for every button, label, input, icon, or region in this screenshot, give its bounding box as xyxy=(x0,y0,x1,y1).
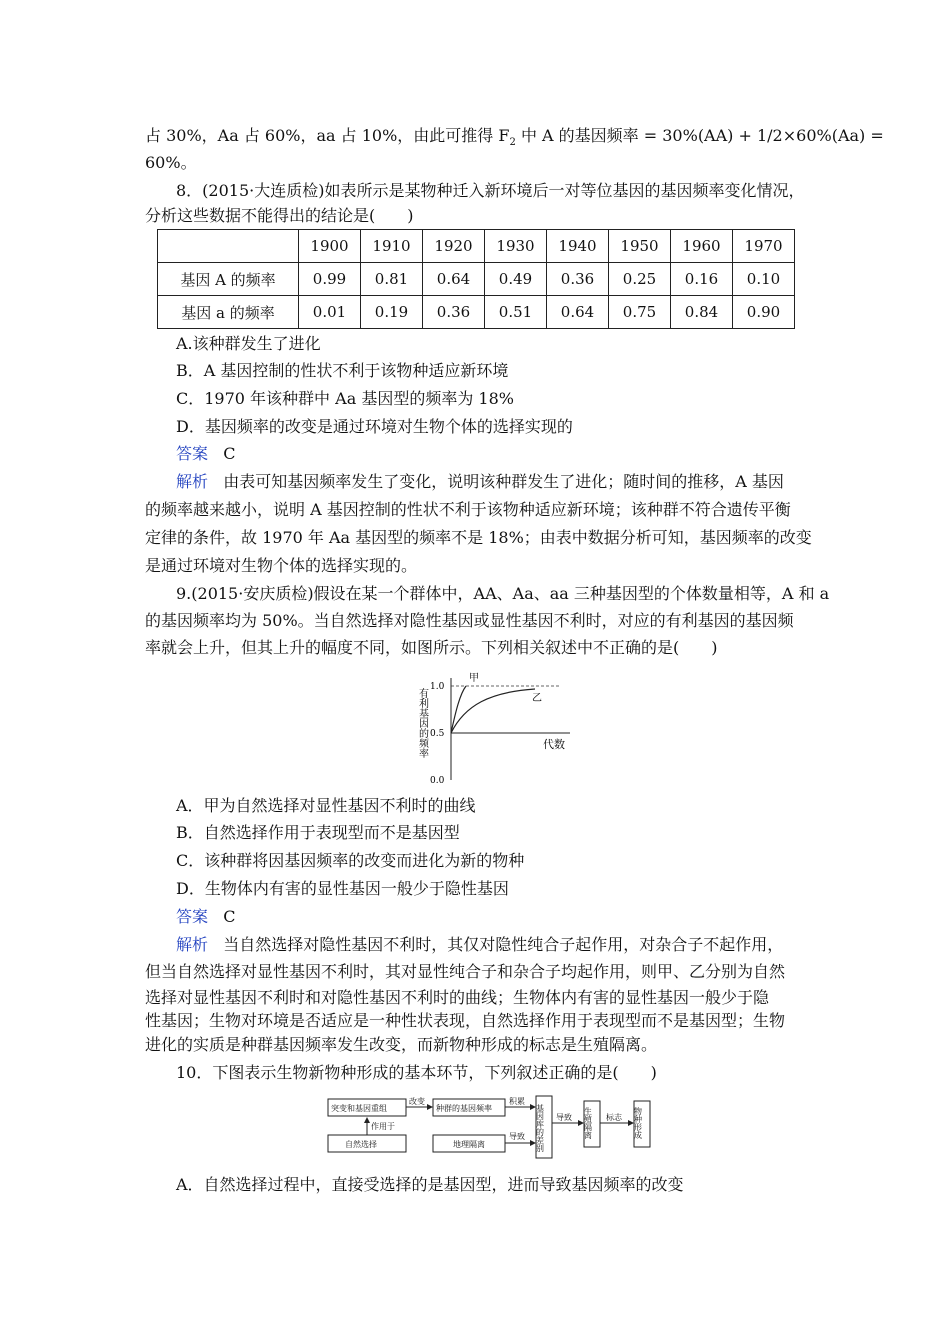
value-cell: 0.99 xyxy=(299,263,361,296)
value-cell: 0.51 xyxy=(485,296,547,329)
q8-analysis-line-1: 解析 由表可知基因频率发生了变化，说明该种群发生了进化；随时间的推移，A 基因 xyxy=(176,472,784,491)
q9-analysis-line-2: 但当自然选择对显性基因不利时，其对显性纯合子和杂合子均起作用，则甲、乙分别为自然 xyxy=(145,962,786,981)
tick-label-1: 1.0 xyxy=(430,682,445,692)
lead-to-label-2: 导致 xyxy=(556,1113,572,1122)
tick-label-0: 0.0 xyxy=(430,776,445,786)
value-cell: 0.64 xyxy=(547,296,609,329)
year-cell: 1930 xyxy=(485,230,547,263)
q8-option-d: D．基因频率的改变是通过环境对生物个体的选择实现的 xyxy=(176,417,573,436)
q9-analysis-line-4: 性基因；生物对环境是否适应是一种性状表现，自然选择作用于表现型而不是基因型；生物 xyxy=(145,1011,786,1030)
q8-option-c: C．1970 年该种群中 Aa 基因型的频率为 18% xyxy=(176,389,514,408)
q9-stem-line-3: 率就会上升，但其上升的幅度不同，如图所示。下列相关叙述中不正确的是( ) xyxy=(145,638,718,657)
year-cell: 1950 xyxy=(609,230,671,263)
change-label: 改变 xyxy=(409,1097,425,1106)
table-corner-cell xyxy=(158,230,299,263)
x-axis-label: 代数 xyxy=(543,738,565,751)
q9-answer xyxy=(176,906,836,928)
row-label-cell: 基因 A 的频率 xyxy=(158,263,299,296)
q10-stem: 10．下图表示生物新物种形成的基本环节，下列叙述正确的是( ) xyxy=(176,1063,657,1082)
speciation-flow-diagram xyxy=(325,1093,665,1161)
value-cell: 0.36 xyxy=(423,296,485,329)
year-cell: 1960 xyxy=(671,230,733,263)
year-cell: 1970 xyxy=(733,230,795,263)
selection-box-label: 自然选择 xyxy=(345,1140,377,1149)
year-cell: 1940 xyxy=(547,230,609,263)
year-cell: 1920 xyxy=(423,230,485,263)
intro-line-2: 60%。 xyxy=(145,153,197,172)
value-cell: 0.16 xyxy=(671,263,733,296)
value-cell: 0.90 xyxy=(733,296,795,329)
q9-option-d: D．生物体内有害的显性基因一般少于隐性基因 xyxy=(176,879,509,898)
value-cell: 0.10 xyxy=(733,263,795,296)
curve-jia xyxy=(451,686,466,733)
answer-label: 答案 xyxy=(176,444,209,463)
value-cell: 0.84 xyxy=(671,296,733,329)
answer-value: C xyxy=(223,444,236,463)
q10-option-a: A．自然选择过程中，直接受选择的是基因型，进而导致基因频率的改变 xyxy=(176,1175,684,1194)
value-cell: 0.01 xyxy=(299,296,361,329)
q9-stem-line-2: 的基因频率均为 50%。当自然选择对隐性基因或显性基因不利时，对应的有利基因的基因频 xyxy=(145,611,794,630)
q8-analysis-line-3: 定律的条件，故 1970 年 Aa 基因型的频率不是 18%；由表中数据分析可知，基因频率的改变 xyxy=(145,528,812,547)
year-cell: 1900 xyxy=(299,230,361,263)
marker-label: 标志 xyxy=(606,1113,622,1122)
curve-jia-label: 甲 xyxy=(469,673,479,684)
value-cell: 0.25 xyxy=(609,263,671,296)
value-cell: 0.19 xyxy=(361,296,423,329)
table-header-row xyxy=(158,230,795,263)
acts-on-label: 作用于 xyxy=(371,1122,395,1131)
gene-frequency-box-label: 种群的基因频率 xyxy=(436,1104,492,1113)
mutation-box-label: 突变和基因重组 xyxy=(331,1104,387,1113)
analysis-label: 解析 xyxy=(176,935,209,954)
reproductive-isolation-box-label: 生殖隔离 xyxy=(583,1107,593,1139)
value-cell: 0.81 xyxy=(361,263,423,296)
row-label-cell: 基因 a 的频率 xyxy=(158,296,299,329)
q9-option-c: C．该种群将因基因频率的改变而进化为新的物种 xyxy=(176,851,525,870)
analysis-label: 解析 xyxy=(176,472,209,491)
q9-analysis-line-3: 选择对显性基因不利时和对隐性基因不利时的曲线；生物体内有害的显性基因一般少于隐 xyxy=(145,988,770,1007)
q8-analysis-line-4: 是通过环境对生物个体的选择实现的。 xyxy=(145,556,418,575)
q9-analysis-line-5: 进化的实质是种群基因频率发生改变，而新物种形成的标志是生殖隔离。 xyxy=(145,1035,658,1054)
value-cell: 0.64 xyxy=(423,263,485,296)
gene-pool-difference-box-label: 基因库的差别 xyxy=(535,1104,545,1152)
q9-analysis-line-1: 解析 当自然选择对隐性基因不利时，其仅对隐性纯合子起作用，对杂合子不起作用， xyxy=(176,935,784,954)
curve-yi-label: 乙 xyxy=(532,693,542,704)
answer-value: C xyxy=(223,907,236,926)
q8-option-a: A.该种群发生了进化 xyxy=(176,334,321,353)
speciation-box-label: 物种形成 xyxy=(633,1107,643,1139)
value-cell: 0.36 xyxy=(547,263,609,296)
curve-yi xyxy=(451,689,535,733)
q8-stem-line-1: 8．(2015·大连质检)如表所示是某物种迁入新环境后一对等位基因的基因频率变化情况， xyxy=(176,181,805,200)
y-axis-label: 有利基因的频率 xyxy=(416,688,428,758)
gene-frequency-table xyxy=(157,229,795,329)
gene-frequency-curve-figure xyxy=(400,670,580,790)
table-row xyxy=(158,296,795,329)
q9-option-b: B．自然选择作用于表现型而不是基因型 xyxy=(176,823,460,842)
q8-stem-line-2: 分析这些数据不能得出的结论是( ) xyxy=(145,206,414,225)
intro-line-1: 占 30%，Aa 占 60%，aa 占 10%，由此可推得 $F_2$ 中 A 的基因频率 = 30%(AA) + 1/2×60%(Aa) = xyxy=(145,126,884,149)
table-row xyxy=(158,263,795,296)
q8-answer xyxy=(176,443,836,465)
answer-label: 答案 xyxy=(176,907,209,926)
q9-stem-line-1: 9.(2015·安庆质检)假设在某一个群体中，AA、Aa、aa 三种基因型的个体数量相等，A 和 a xyxy=(176,584,830,603)
q8-option-b: B．A 基因控制的性状不利于该物种适应新环境 xyxy=(176,361,509,380)
lead-to-label-1: 导致 xyxy=(509,1132,525,1141)
q9-option-a: A．甲为自然选择对显性基因不利时的曲线 xyxy=(176,796,476,815)
value-cell: 0.75 xyxy=(609,296,671,329)
q8-analysis-line-2: 的频率越来越小，说明 A 基因控制的性状不利于该物种适应新环境；该种群不符合遗传平衡 xyxy=(145,500,791,519)
accumulate-label: 积累 xyxy=(509,1097,525,1106)
geographic-isolation-box-label: 地理隔离 xyxy=(453,1140,485,1149)
tick-label-05: 0.5 xyxy=(430,729,445,739)
year-cell: 1910 xyxy=(361,230,423,263)
value-cell: 0.49 xyxy=(485,263,547,296)
